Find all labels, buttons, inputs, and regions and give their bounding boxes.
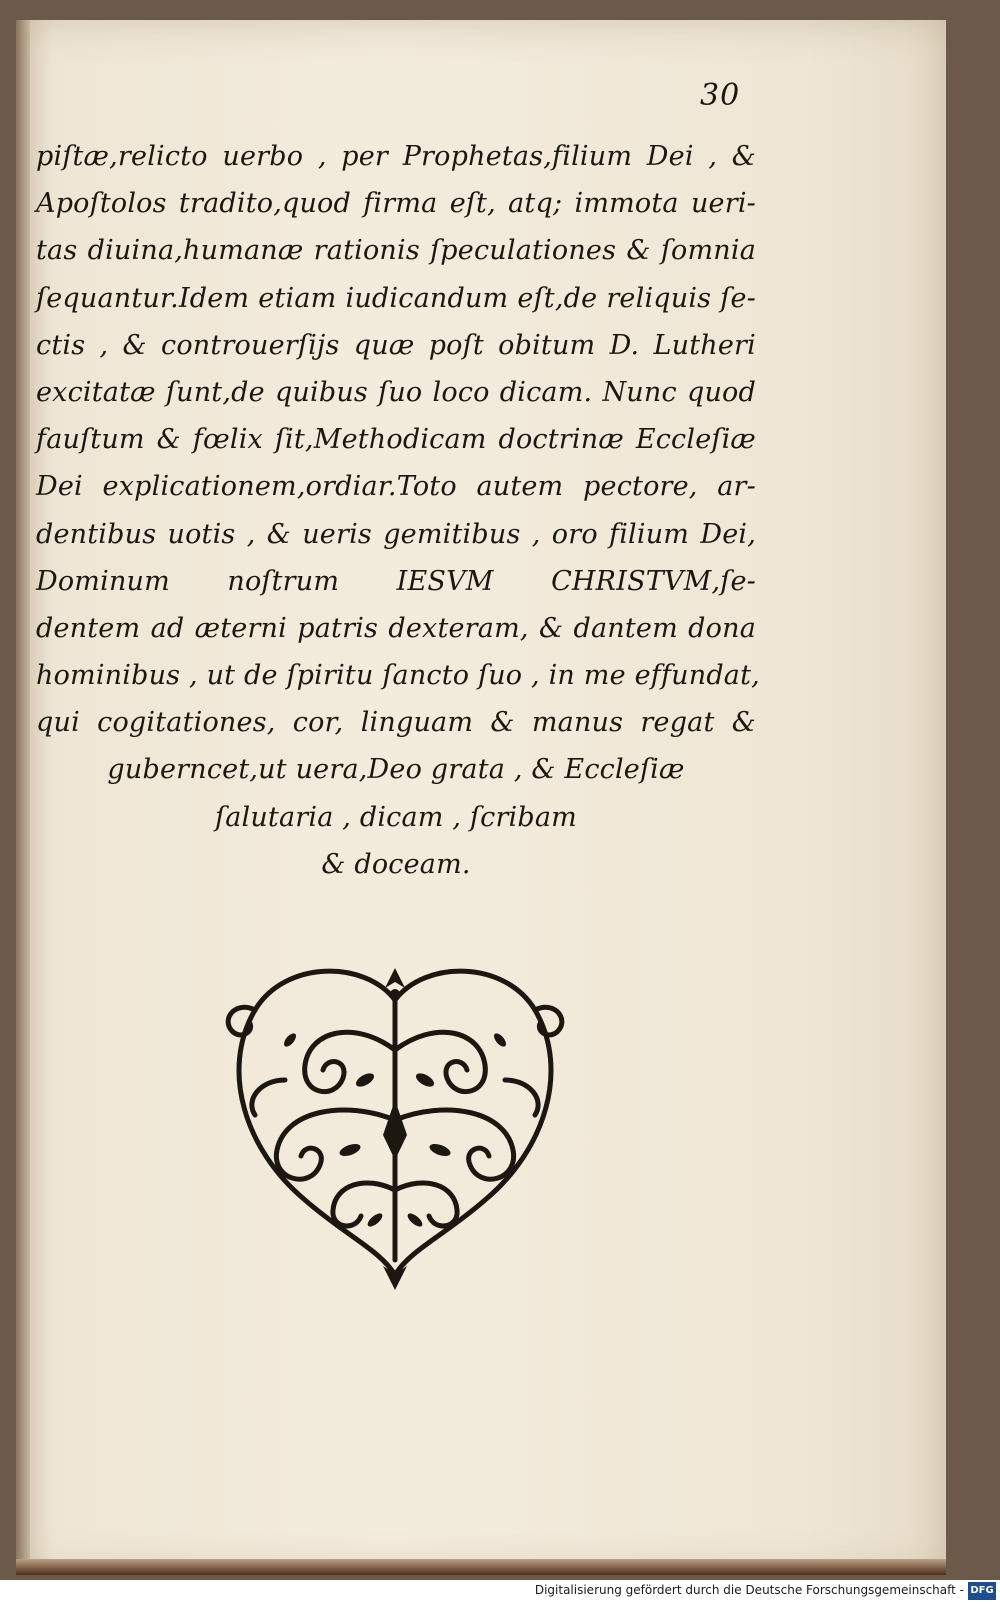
text-line: Apoſtolos tradito,quod firma eſt, atq; immota ueri- xyxy=(36,188,756,220)
page-bottom-edge xyxy=(16,1559,946,1575)
text-line: dentem ad æterni patris dexteram, & dantem dona xyxy=(36,612,756,644)
text-line: qui cogitationes, cor, linguam & manus regat & xyxy=(36,707,756,739)
text-line: ctis , & controuerſijs quæ poſt obitum D. Lutheri xyxy=(36,329,756,361)
text-line: hominibus , ut de ſpiritu ſancto ſuo , in me effundat, xyxy=(36,660,760,692)
funding-credit: Digitalisierung gefördert durch die Deutsche Forschungsgemeinschaft - xyxy=(534,1583,964,1597)
fleuron-ornament-icon xyxy=(215,960,575,1290)
closing-line: guberncet,ut uera,Deo grata , & Eccleſiæ xyxy=(107,754,685,786)
dfg-logo: DFG xyxy=(968,1582,996,1600)
page-number: 30 xyxy=(700,78,741,113)
text-line: excitatæ ſunt,de quibus ſuo loco dicam. Nunc quod xyxy=(36,376,756,408)
footer-bar xyxy=(0,1580,1000,1604)
closing-line: & doceam. xyxy=(321,848,471,880)
body-text xyxy=(36,133,760,888)
text-line: piſtæ,relicto uerbo , per Prophetas,filium Dei , & xyxy=(36,141,756,172)
page-gutter xyxy=(16,20,30,1575)
closing-line: ſalutaria , dicam , ſcribam xyxy=(215,801,577,833)
text-line: fauſtum & fœlix ſit,Methodicam doctrinæ Eccleſiæ xyxy=(36,424,756,456)
text-line: dentibus uotis , & ueris gemitibus , oro filium Dei, xyxy=(36,518,756,550)
text-line: ſequantur.Idem etiam iudicandum eſt,de reliquis ſe- xyxy=(36,282,756,314)
text-line: Dei explicationem,ordiar.Toto autem pectore, ar- xyxy=(36,471,756,503)
text-line: tas diuina,humanæ rationis ſpeculationes & ſomnia xyxy=(36,235,756,267)
text-line: Dominum noſtrum IESVM CHRISTVM,ſe- xyxy=(36,565,756,597)
